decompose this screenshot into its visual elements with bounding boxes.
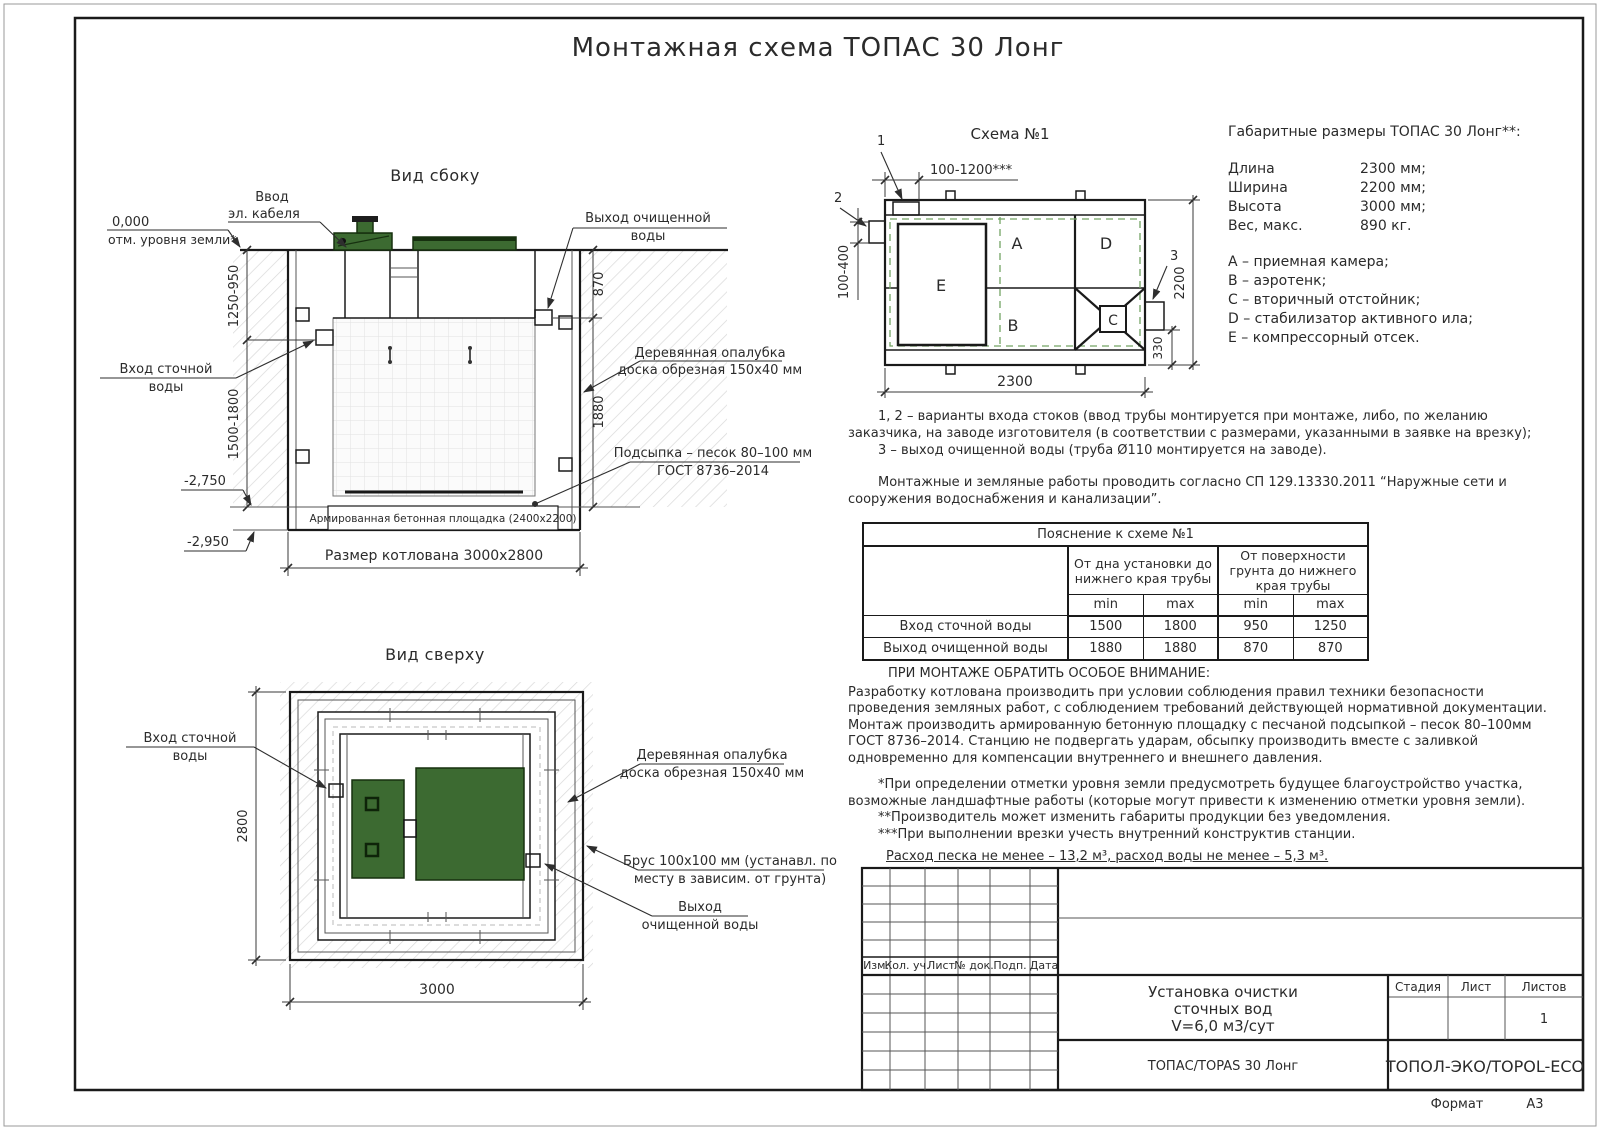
- schema-1: [834, 125, 1200, 398]
- svg-text:эл. кабеля: эл. кабеля: [228, 207, 300, 222]
- dim-ground-inlet: 1250-950: [227, 264, 242, 328]
- spec-row: Вес, макс. 890 кг.: [1228, 218, 1412, 234]
- outlet-stub: [535, 310, 552, 325]
- callout-1: 1: [877, 134, 886, 149]
- dim-outlet-ground: 870: [592, 271, 607, 297]
- level-2950: -2,950: [187, 535, 229, 550]
- svg-text:месту в зависим. от грунта): месту в зависим. от грунта): [633, 872, 827, 887]
- dim-3000: 3000: [419, 982, 455, 998]
- dim-2200: 2200: [1173, 266, 1188, 300]
- beam-cleat: [559, 458, 572, 471]
- vent-pipe: [357, 221, 373, 233]
- legend-item: С – вторичный отстойник;: [1228, 292, 1421, 308]
- legend-item: E – компрессорный отсек.: [1228, 330, 1420, 346]
- cable-entry-label: [228, 190, 346, 247]
- vent-cap: [352, 216, 378, 222]
- svg-text:Вход сточной: Вход сточной: [143, 731, 237, 746]
- svg-text:Деревянная опалубка: Деревянная опалубка: [634, 346, 786, 361]
- footnote-1: *При определении отметки уровня земли предусмотреть будущее благоустройство участка, возможные ландшафтные работы (которые могут привести к изменению отметки уровня земли).: [848, 777, 1526, 809]
- col-data: Дата: [1029, 959, 1059, 972]
- beam-cleat: [296, 308, 309, 321]
- warning-body: Разработку котлована производить при условии соблюдения правил техники безопасности проведения земляных работ, с соблюдением требований действующей нормативной документации. Монтаж производить армированную бетонную площадку с песчаной подсыпкой – песок 80–100мм ГОСТ 8736–2014. Станцию не подвергать ударам, обсыпку производить вместе с заливкой одновременно для компенсации внутреннего и внешнего давления.: [848, 684, 1547, 766]
- mount-lug: [1076, 191, 1085, 200]
- table-title-row: [863, 523, 1368, 546]
- footnote-3: ***При выполнении врезки учесть внутренний конструктив станции.: [878, 826, 1356, 842]
- svg-text:Выход очищенной: Выход очищенной: [585, 211, 711, 226]
- svg-text:Выход: Выход: [678, 900, 722, 915]
- callout-3: 3: [1170, 249, 1179, 264]
- note-sp: Монтажные и земляные работы проводить согласно СП 129.13330.2011 “Наружные сети и сооружения водоснабжения и канализации”.: [848, 475, 1507, 507]
- svg-text:воды: воды: [172, 749, 208, 764]
- mount-lug: [946, 365, 955, 374]
- svg-text:Подсыпка – песок 80–100 мм: Подсыпка – песок 80–100 мм: [613, 446, 813, 461]
- legend-item: В – аэротенк;: [1228, 273, 1327, 289]
- beam-cleat: [296, 450, 309, 463]
- col-ndok: № док.: [954, 959, 994, 972]
- dim-2800: 2800: [236, 809, 251, 843]
- concrete-slab: [230, 506, 640, 530]
- company-name: ТОПОЛ-ЭКО/TOPOL-ECO: [1385, 1057, 1585, 1076]
- dim-100-1200: 100-1200***: [930, 163, 1013, 178]
- spec-row: Высота 3000 мм;: [1228, 199, 1426, 215]
- col-izm: Изм.: [863, 959, 889, 972]
- tank-body: [333, 318, 535, 496]
- dim-outlet-bottom: 1880: [592, 395, 607, 429]
- warning-title: ПРИ МОНТАЖЕ ОБРАТИТЬ ОСОБОЕ ВНИМАНИЕ:: [888, 666, 1211, 681]
- explanation-table: [862, 522, 1369, 661]
- formwork-label-top: [568, 748, 804, 802]
- mount-lug: [946, 191, 955, 200]
- doc-title-line1: Установка очистки: [1148, 983, 1298, 1001]
- schema-notes: [848, 408, 1548, 508]
- compartment-legend: [1228, 253, 1528, 348]
- dim-330: 330: [1151, 336, 1165, 360]
- table-row: Вход сточной воды 1500 1800 950 1250: [863, 616, 1368, 638]
- side-view-title: Вид сбоку: [390, 166, 480, 185]
- col-podp: Подп.: [993, 959, 1027, 972]
- col-list: Лист: [927, 959, 955, 972]
- spec-row: Ширина 2200 мм;: [1228, 180, 1426, 196]
- compartment-b: B: [1007, 316, 1019, 335]
- inlet-stub-2: [869, 221, 885, 243]
- dim-inlet-bottom: 1500-1800: [227, 388, 242, 460]
- footnote-2: **Производитель может изменить габариты продукции без уведомления.: [878, 810, 1391, 825]
- level-2750: -2,750: [184, 474, 226, 489]
- svg-text:доска обрезная 150х40 мм: доска обрезная 150х40 мм: [619, 766, 805, 781]
- svg-text:воды: воды: [148, 380, 184, 395]
- side-view: [100, 166, 812, 576]
- doc-title-line2: сточных вод: [1173, 1000, 1273, 1018]
- svg-text:ГОСТ 8736–2014: ГОСТ 8736–2014: [657, 464, 769, 479]
- format-label: Формат: [1430, 1097, 1484, 1112]
- dim-100-400: 100-400: [837, 244, 852, 300]
- svg-text:доска обрезная 150х40 мм: доска обрезная 150х40 мм: [617, 363, 803, 378]
- group-header-2: От поверхности грунта до нижнего края трубы: [1218, 546, 1368, 595]
- legend-item: А – приемная камера;: [1228, 254, 1389, 270]
- schema-title: Схема №1: [970, 125, 1050, 143]
- lid-long-top: [416, 768, 524, 880]
- svg-text:Деревянная опалубка: Деревянная опалубка: [636, 748, 788, 763]
- table-row: Выход очищенной воды 1880 1880 870 870: [863, 638, 1368, 660]
- title-block: [862, 868, 1584, 1090]
- svg-text:Вход сточной: Вход сточной: [119, 362, 213, 377]
- sheets-label: Листов: [1521, 980, 1567, 994]
- legend-item: D – стабилизатор активного ила;: [1228, 311, 1473, 327]
- pit-dimension: [280, 532, 588, 576]
- col-koluch: Кол. уч.: [884, 959, 930, 972]
- table-subheader-row: min max min max: [863, 595, 1368, 616]
- spec-title: Габаритные размеры ТОПАС 30 Лонг**:: [1228, 124, 1521, 140]
- doc-title-line3: V=6,0 м3/сут: [1171, 1017, 1275, 1035]
- installation-warning: [848, 666, 1550, 843]
- datum-value: 0,000: [112, 215, 150, 230]
- top-view-title: Вид сверху: [385, 645, 485, 664]
- svg-text:воды: воды: [630, 229, 666, 244]
- pit-size-label: Размер котлована 3000х2800: [324, 548, 544, 564]
- tank-side: [316, 216, 552, 496]
- dimensions-spec: [1228, 124, 1528, 348]
- format-value: А3: [1526, 1097, 1544, 1112]
- note-outlet: 3 – выход очищенной воды (труба Ø110 монтируется на заводе).: [878, 443, 1327, 458]
- table-group-row: [863, 546, 1368, 595]
- product-name: ТОПАС/TOPAS 30 Лонг: [1147, 1059, 1299, 1074]
- sheet-label: Лист: [1460, 980, 1492, 994]
- compartment-a: A: [1011, 234, 1023, 253]
- group-header-1: От дна установки до нижнего края трубы: [1068, 546, 1218, 595]
- mount-lug: [1076, 365, 1085, 374]
- note-variants: 1, 2 – варианты входа стоков (ввод трубы монтируется при монтаже, либо, по желанию заказчика, на заводе изготовителя (в соответствии с размерами, указанными в заявке на врезку);: [848, 409, 1532, 441]
- inlet-stub: [316, 330, 333, 345]
- dim-2300: 2300: [997, 374, 1033, 390]
- svg-text:Брус 100х100 мм (устанавл. по: Брус 100х100 мм (устанавл. по: [623, 854, 837, 869]
- beam-label-top: [587, 846, 837, 887]
- spec-row: Длина 2300 мм;: [1228, 161, 1426, 177]
- top-view: [126, 645, 837, 1010]
- lid-connector: [404, 820, 416, 837]
- consumption-note: Расход песка не менее – 13,2 м³, расход воды не менее – 5,3 м³.: [886, 849, 1329, 864]
- datum-label: отм. уровня земли*: [108, 232, 237, 247]
- table-title: Пояснение к схеме №1: [863, 523, 1368, 546]
- callout-2: 2: [834, 191, 843, 206]
- sheets-value: 1: [1539, 1012, 1549, 1027]
- svg-text:Ввод: Ввод: [255, 190, 289, 205]
- outlet-stub-3: [1145, 302, 1164, 330]
- svg-text:очищенной воды: очищенной воды: [641, 918, 759, 933]
- lid-small-top: [352, 780, 404, 878]
- stage-label: Стадия: [1394, 980, 1442, 994]
- compartment-c: C: [1108, 313, 1118, 329]
- datum-mark: [107, 215, 240, 247]
- slab-label: Армированная бетонная площадка (2400х2200): [309, 513, 577, 525]
- page-title: Монтажная схема ТОПАС 30 Лонг: [571, 33, 1065, 63]
- compartment-d: D: [1099, 234, 1113, 253]
- compartment-e: E: [935, 276, 947, 295]
- inlet-stub-1: [893, 202, 919, 215]
